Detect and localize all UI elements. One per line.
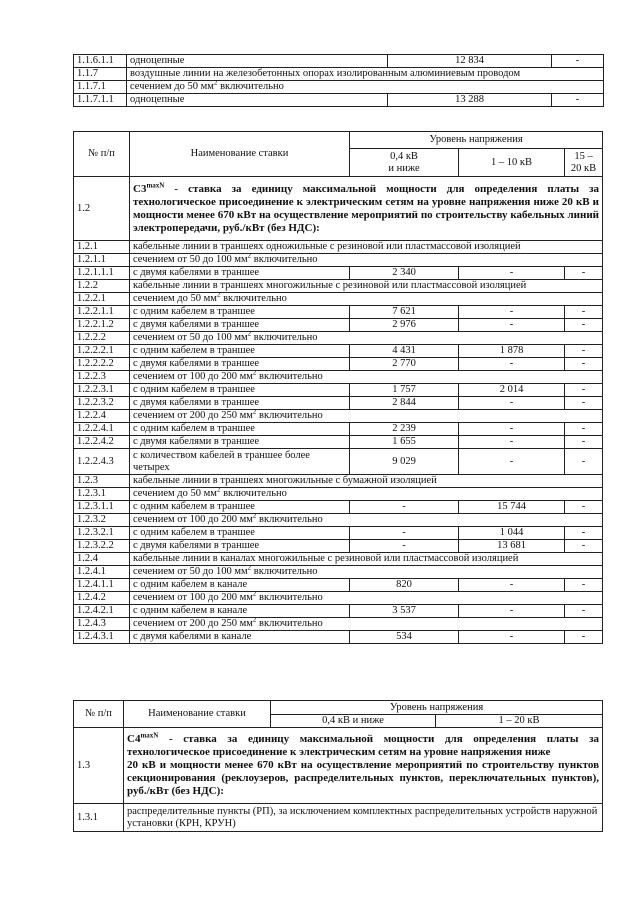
- value-15-20kv: -: [565, 384, 603, 397]
- value-15-20kv: -: [565, 345, 603, 358]
- section-symbol: С4: [127, 733, 141, 745]
- row-num: 1.2.3.1: [74, 488, 130, 501]
- value-15-20kv: -: [565, 540, 603, 553]
- table-row: [74, 449, 603, 475]
- row-name: [130, 254, 603, 267]
- row-name-text: сечением до 50 мм: [133, 488, 217, 499]
- row-name-tail: включительно: [256, 371, 323, 382]
- row-name: [130, 371, 603, 384]
- row-num: 1.2.2.2.2: [74, 358, 130, 371]
- row-name-sup: 2: [252, 591, 257, 598]
- row-name: [130, 618, 603, 631]
- row-name: с одним кабелем в траншее: [130, 306, 350, 319]
- row-name-text: кабельные линии в траншеях многожильные с бумажной изоляцией: [133, 475, 437, 486]
- row-name: с одним кабелем в траншее: [130, 384, 350, 397]
- value-1-10kv: 1 044: [459, 527, 565, 540]
- section-symbol-sup: maxN: [146, 180, 165, 189]
- header-voltage-level: Уровень напряжения: [350, 132, 603, 149]
- section-symbol: С3: [133, 182, 147, 195]
- row-num: 1.2.1: [74, 241, 130, 254]
- table-row: [74, 514, 603, 527]
- value-04kv: 2 239: [350, 423, 459, 436]
- table-row: [74, 501, 603, 514]
- section-title: [124, 728, 603, 804]
- header-voltage-level: Уровень напряжения: [271, 701, 603, 715]
- row-name: [130, 410, 603, 423]
- row-name-sup: 2: [252, 513, 257, 520]
- value-15-20kv: -: [565, 579, 603, 592]
- value-04kv: 4 431: [350, 345, 459, 358]
- table-row: [74, 592, 603, 605]
- value-04kv: 7 621: [350, 306, 459, 319]
- value-1-10kv: -: [459, 358, 565, 371]
- row-name: с двумя кабелями в траншее: [130, 397, 350, 410]
- row-name-tail: включительно: [220, 488, 287, 499]
- row-name-sup: 2: [213, 80, 218, 87]
- row-num: 1.2.2.2.1: [74, 345, 130, 358]
- section-text-2: 20 кВ и мощности менее 670 кВт на осуществление мероприятий по строительству пунктов секционирования (реклоузеров, распределительных пунктов, переключательных пунктов), руб./кВт (без НДС):: [127, 759, 600, 797]
- row-name: [130, 566, 603, 579]
- row-name-text: сечением от 100 до 200 мм: [133, 514, 253, 525]
- value-1-10kv: -: [459, 397, 565, 410]
- row-name-text: сечением до 50 мм: [130, 81, 214, 92]
- table-row: [74, 566, 603, 579]
- row-name: с двумя кабелями в траншее: [130, 358, 350, 371]
- table-row: [74, 306, 603, 319]
- value-04kv: 1 655: [350, 436, 459, 449]
- row-name-tail: включительно: [251, 566, 318, 577]
- row-name: одноцепные: [127, 94, 388, 107]
- row-num: 1.2.2.4.3: [74, 449, 130, 475]
- row-num: 1.1.7: [74, 68, 127, 81]
- table-row: [74, 410, 603, 423]
- value-1-10kv: -: [459, 631, 565, 644]
- row-name-text: кабельные линии в каналах многожильные с резиновой или пластмассовой изоляцией: [133, 553, 519, 564]
- row-name-text: кабельные линии в траншеях многожильные с резиновой или пластмассовой изоляцией: [133, 280, 527, 291]
- section-num: 1.2: [74, 177, 130, 241]
- row-name: с одним кабелем в траншее: [130, 527, 350, 540]
- row-name-text: сечением от 50 до 100 мм: [133, 332, 248, 343]
- table-row: [74, 423, 603, 436]
- row-num: 1.2.2.3.2: [74, 397, 130, 410]
- value-cell: 12 834: [388, 55, 552, 68]
- row-name: с одним кабелем в канале: [130, 579, 350, 592]
- row-num: 1.1.6.1.1: [74, 55, 127, 68]
- row-num: 1.2.4.3: [74, 618, 130, 631]
- table-row: [74, 436, 603, 449]
- row-name-text: сечением от 50 до 100 мм: [133, 254, 248, 265]
- row-name-tail: включительно: [256, 410, 323, 421]
- table-row: [74, 319, 603, 332]
- row-name: [130, 241, 603, 254]
- row-name: [130, 280, 603, 293]
- value-15-20kv: -: [565, 319, 603, 332]
- continuation-table: [73, 54, 604, 107]
- value-15-20kv: -: [565, 358, 603, 371]
- row-name: [130, 592, 603, 605]
- row-name: распределительные пункты (РП), за исключением комплектных распределительных устройств наружной установки (КРН, КРУН): [124, 804, 603, 832]
- table-row: [74, 397, 603, 410]
- row-num: 1.2.4.1: [74, 566, 130, 579]
- value-04kv: 1 757: [350, 384, 459, 397]
- header-col-04kv: 0,4 кВ и ниже: [271, 715, 436, 728]
- row-num: 1.2.2.3: [74, 371, 130, 384]
- row-name: с двумя кабелями в траншее: [130, 540, 350, 553]
- row-num: 1.2.4.2.1: [74, 605, 130, 618]
- row-name: [127, 68, 604, 81]
- value-04kv: 9 029: [350, 449, 459, 475]
- value-1-10kv: -: [459, 579, 565, 592]
- value-1-10kv: -: [459, 423, 565, 436]
- row-num: 1.3.1: [74, 804, 124, 832]
- value-04kv: 3 537: [350, 605, 459, 618]
- value-15-20kv: -: [565, 397, 603, 410]
- row-num: 1.2.3: [74, 475, 130, 488]
- row-name-sup: 2: [216, 292, 221, 299]
- table-row: [74, 618, 603, 631]
- value-1-10kv: 1 878: [459, 345, 565, 358]
- table-row: [74, 332, 603, 345]
- section-num: 1.3: [74, 728, 124, 804]
- table-row: [74, 631, 603, 644]
- row-name-sup: 2: [216, 487, 221, 494]
- row-name-text: сечением от 200 до 250 мм: [133, 618, 253, 629]
- value-04kv: -: [350, 501, 459, 514]
- table-row: [74, 68, 604, 81]
- table-row: [74, 345, 603, 358]
- row-name-sup: 2: [247, 565, 252, 572]
- row-name-text: сечением от 100 до 200 мм: [133, 592, 253, 603]
- row-num: 1.2.3.2: [74, 514, 130, 527]
- header-col-04kv-line1: 0,4 кВ: [390, 150, 418, 162]
- table-row: [74, 488, 603, 501]
- row-num: 1.2.2.3.1: [74, 384, 130, 397]
- row-name-tail: включительно: [256, 514, 323, 525]
- value-15-20kv: -: [565, 631, 603, 644]
- header-col-15-20kv: 15 – 20 кВ: [565, 149, 603, 177]
- table-row: [74, 804, 603, 832]
- header-name: Наименование ставки: [124, 701, 271, 728]
- row-num: 1.2.3.1.1: [74, 501, 130, 514]
- row-name-sup: 2: [252, 409, 257, 416]
- value-1-10kv: -: [459, 436, 565, 449]
- row-name: [130, 553, 603, 566]
- value-15-20kv: -: [565, 267, 603, 280]
- row-name-text: сечением от 200 до 250 мм: [133, 410, 253, 421]
- row-num: 1.2.2.4: [74, 410, 130, 423]
- row-name-tail: включительно: [251, 332, 318, 343]
- header-col-1-20kv: 1 – 20 кВ: [436, 715, 603, 728]
- rate-c3-table: [73, 131, 603, 644]
- header-name: Наименование ставки: [130, 132, 350, 177]
- value-04kv: 2 976: [350, 319, 459, 332]
- row-num: 1.2.4.1.1: [74, 579, 130, 592]
- table-row: [74, 81, 604, 94]
- row-name-text: кабельные линии в траншеях одножильные с резиновой или пластмассовой изоляцией: [133, 241, 521, 252]
- row-name: с одним кабелем в траншее: [130, 423, 350, 436]
- row-num: 1.1.7.1: [74, 81, 127, 94]
- row-name: [130, 293, 603, 306]
- row-name: с двумя кабелями в траншее: [130, 267, 350, 280]
- row-name: с двумя кабелями в траншее: [130, 319, 350, 332]
- rate-c4-table: [73, 700, 603, 832]
- table-row: [74, 527, 603, 540]
- value-1-10kv: 2 014: [459, 384, 565, 397]
- value-1-10kv: -: [459, 449, 565, 475]
- table-row: [74, 540, 603, 553]
- section-title: [130, 177, 603, 241]
- row-name-sup: 2: [247, 331, 252, 338]
- section-text: - ставка за единицу максимальной мощности для определения платы за технологическое присоединение к электрическим сетям на уровне напряжения ниже 20 кВ и мощности менее 670 кВт на осуществление мероприятий по строительству кабельных линий электропередачи, руб./кВт (без НДС):: [133, 182, 600, 234]
- value-04kv: 2 844: [350, 397, 459, 410]
- row-num: 1.2.2.2: [74, 332, 130, 345]
- table-row: [74, 605, 603, 618]
- row-name: [127, 81, 604, 94]
- table-row: [74, 475, 603, 488]
- row-num: 1.2.4: [74, 553, 130, 566]
- row-name-tail: включительно: [220, 293, 287, 304]
- row-num: 1.2.3.2.1: [74, 527, 130, 540]
- row-name: с одним кабелем в траншее: [130, 501, 350, 514]
- value-1-10kv: -: [459, 306, 565, 319]
- value-cell: 13 288: [388, 94, 552, 107]
- value-04kv: 2 770: [350, 358, 459, 371]
- section-row: [74, 177, 603, 241]
- row-name-tail: включительно: [251, 254, 318, 265]
- row-num: 1.2.2.1.1: [74, 306, 130, 319]
- row-name-sup: 2: [247, 253, 252, 260]
- row-name-text: сечением от 50 до 100 мм: [133, 566, 248, 577]
- row-name-text: сечением от 100 до 200 мм: [133, 371, 253, 382]
- section-symbol-sup: maxN: [140, 731, 159, 740]
- value-15-20kv: -: [565, 501, 603, 514]
- header-col-04kv-line2: и ниже: [388, 162, 420, 174]
- value-15-20kv: -: [565, 436, 603, 449]
- value-1-10kv: -: [459, 267, 565, 280]
- row-name: с одним кабелем в траншее: [130, 345, 350, 358]
- row-num: 1.1.7.1.1: [74, 94, 127, 107]
- row-name: [130, 475, 603, 488]
- section-row: [74, 728, 603, 804]
- value-15-20kv: -: [565, 423, 603, 436]
- header-num: № п/п: [74, 701, 124, 728]
- table-row: [74, 94, 604, 107]
- row-name-tail: включительно: [256, 618, 323, 629]
- value-cell: -: [552, 55, 604, 68]
- value-04kv: -: [350, 540, 459, 553]
- value-1-10kv: -: [459, 319, 565, 332]
- value-1-10kv: 13 681: [459, 540, 565, 553]
- row-name: с количеством кабелей в траншее более четырех: [130, 449, 350, 475]
- value-1-10kv: 15 744: [459, 501, 565, 514]
- value-15-20kv: -: [565, 605, 603, 618]
- value-15-20kv: -: [565, 449, 603, 475]
- row-name: [130, 514, 603, 527]
- row-num: 1.2.2.1.2: [74, 319, 130, 332]
- row-name-sup: 2: [252, 370, 257, 377]
- row-num: 1.2.2.1: [74, 293, 130, 306]
- row-num: 1.2.1.1.1: [74, 267, 130, 280]
- row-name: с двумя кабелями в канале: [130, 631, 350, 644]
- row-num: 1.2.2.4.1: [74, 423, 130, 436]
- table-row: [74, 55, 604, 68]
- row-num: 1.2.2: [74, 280, 130, 293]
- header-num: № п/п: [74, 132, 130, 177]
- header-col-1-10kv: 1 – 10 кВ: [459, 149, 565, 177]
- value-15-20kv: -: [565, 527, 603, 540]
- table-row: [74, 384, 603, 397]
- row-name-sup: 2: [252, 617, 257, 624]
- row-num: 1.2.2.4.2: [74, 436, 130, 449]
- row-name: одноцепные: [127, 55, 388, 68]
- table-row: [74, 254, 603, 267]
- section-text-1: - ставка за единицу максимальной мощности для определения платы за технологическое присоединение к электрическим сетям на уровне напряжения ниже: [127, 733, 600, 758]
- row-name: [130, 332, 603, 345]
- value-1-10kv: -: [459, 605, 565, 618]
- table-row: [74, 553, 603, 566]
- table-row: [74, 280, 603, 293]
- row-name: с двумя кабелями в траншее: [130, 436, 350, 449]
- table-row: [74, 241, 603, 254]
- value-cell: -: [552, 94, 604, 107]
- value-04kv: 2 340: [350, 267, 459, 280]
- row-num: 1.2.4.3.1: [74, 631, 130, 644]
- table-row: [74, 358, 603, 371]
- header-col-04kv: [350, 149, 459, 177]
- row-name-text: сечением до 50 мм: [133, 293, 217, 304]
- row-name: с одним кабелем в канале: [130, 605, 350, 618]
- row-name-tail: включительно: [217, 81, 284, 92]
- value-15-20kv: -: [565, 306, 603, 319]
- value-04kv: -: [350, 527, 459, 540]
- table-row: [74, 579, 603, 592]
- value-04kv: 534: [350, 631, 459, 644]
- row-name-tail: включительно: [256, 592, 323, 603]
- row-name-text: воздушные линии на железобетонных опорах изолированным алюминиевым проводом: [130, 68, 521, 79]
- table-row: [74, 267, 603, 280]
- table-row: [74, 293, 603, 306]
- value-04kv: 820: [350, 579, 459, 592]
- row-num: 1.2.4.2: [74, 592, 130, 605]
- row-name: [130, 488, 603, 501]
- row-num: 1.2.1.1: [74, 254, 130, 267]
- row-num: 1.2.3.2.2: [74, 540, 130, 553]
- table-row: [74, 371, 603, 384]
